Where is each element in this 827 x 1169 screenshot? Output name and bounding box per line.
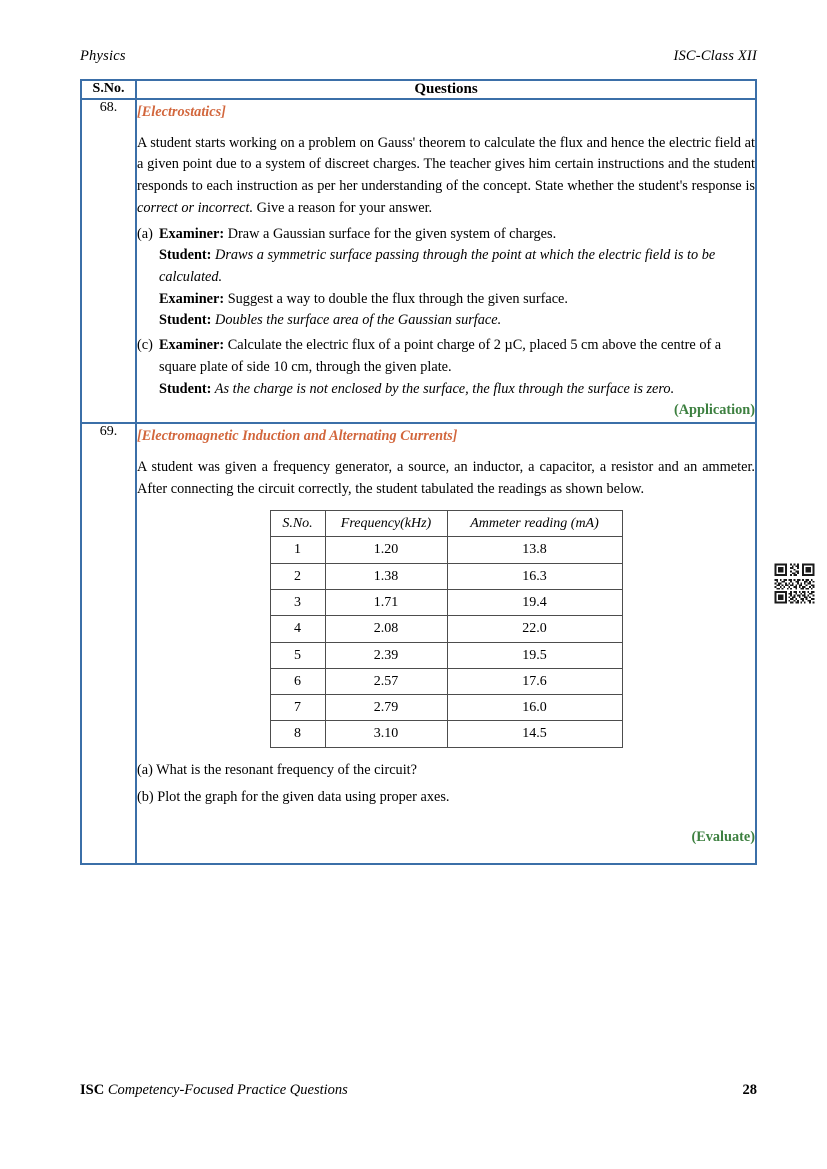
question-number: 69.	[81, 423, 136, 864]
question-number: 68.	[81, 99, 136, 423]
cell-sno: 1	[270, 537, 325, 563]
student-text: Draws a symmetric surface passing through the point at which the electric field is to be calculated.	[159, 247, 716, 286]
cell-sno: 8	[270, 721, 325, 747]
cell-ammeter: 17.6	[447, 668, 622, 694]
page-number: 28	[742, 1082, 757, 1098]
column-header-sno: S.No.	[81, 80, 136, 99]
skill-badge-68: (Application)	[673, 402, 755, 419]
dialog-examiner-2	[159, 289, 755, 311]
sub-question-a-body	[159, 224, 755, 333]
topic-label: [Electrostatics]	[137, 104, 226, 120]
examiner-label-3: Examiner:	[159, 337, 225, 354]
intro-text-part2: Give a reason for your answer.	[253, 199, 433, 216]
question-content-68	[136, 99, 756, 423]
cell-frequency: 1.38	[325, 563, 447, 589]
cell-frequency: 3.10	[325, 721, 447, 747]
cell-ammeter: 19.5	[447, 642, 622, 668]
cell-ammeter: 16.3	[447, 563, 622, 589]
cell-frequency: 1.71	[325, 590, 447, 616]
table-row	[270, 668, 622, 694]
header-class: ISC-Class XII	[673, 48, 757, 64]
table-header-row	[81, 80, 756, 99]
column-header-questions: Questions	[136, 80, 756, 99]
examiner-text-3: Calculate the electric flux of a point charge of 2 µC, placed 5 cm above the centre of a square plate of side 10 cm, through the given plate.	[159, 337, 722, 375]
skill-badge-69: (Evaluate)	[691, 829, 755, 846]
student-label: Student:	[159, 247, 212, 264]
qr-code-icon[interactable]	[773, 562, 816, 605]
student-text-3: As the charge is not enclosed by the surface, the flux through the surface is zero.	[211, 380, 675, 397]
table-row	[81, 423, 756, 864]
footer-title-group	[80, 1082, 348, 1099]
readings-header-frequency: Frequency(kHz)	[325, 511, 447, 537]
cell-frequency: 1.20	[325, 537, 447, 563]
table-row	[270, 537, 622, 563]
examiner-label: Examiner:	[159, 225, 225, 242]
cell-ammeter: 13.8	[447, 537, 622, 563]
page-running-header	[80, 48, 757, 65]
question-intro-paragraph-69: A student was given a frequency generator, a source, an inductor, a capacitor, a resistor and an ammeter. After connecting the circuit correctly, the student tabulated the readings as shown below.	[137, 458, 755, 497]
footer-isc-label: ISC	[80, 1082, 105, 1098]
cell-sno: 5	[270, 642, 325, 668]
cell-frequency: 2.79	[325, 695, 447, 721]
page-footer	[80, 1082, 757, 1099]
examiner-text: Draw a Gaussian surface for the given system of charges.	[224, 225, 557, 242]
cell-sno: 2	[270, 563, 325, 589]
student-label-2: Student:	[159, 312, 212, 329]
table-row	[270, 616, 622, 642]
intro-emphasis: correct or incorrect.	[137, 199, 254, 216]
cell-frequency: 2.39	[325, 642, 447, 668]
topic-label: [Electromagnetic Induction and Alternating Currents]	[137, 428, 458, 445]
examiner-label-2: Examiner:	[159, 290, 225, 307]
table-row	[270, 590, 622, 616]
sub-question-a	[137, 224, 755, 333]
sub-question-69-a: (a) What is the resonant frequency of the circuit?	[137, 761, 417, 778]
readings-table	[270, 510, 623, 747]
cell-frequency: 2.08	[325, 616, 447, 642]
cell-frequency: 2.57	[325, 668, 447, 694]
student-label-3: Student:	[159, 380, 212, 397]
table-row	[270, 642, 622, 668]
cell-sno: 3	[270, 590, 325, 616]
examiner-text-2: Suggest a way to double the flux through the given surface.	[224, 290, 568, 307]
dialog-student-1	[159, 245, 755, 288]
header-subject: Physics	[80, 48, 126, 64]
cell-ammeter: 14.5	[447, 721, 622, 747]
table-row	[270, 563, 622, 589]
dialog-student-3	[159, 379, 755, 422]
dialog-examiner-3	[159, 335, 755, 378]
cell-ammeter: 19.4	[447, 590, 622, 616]
dialog-student-2	[159, 310, 755, 332]
table-row	[270, 721, 622, 747]
table-row	[81, 99, 756, 423]
sub-question-c	[137, 335, 755, 422]
readings-header-ammeter: Ammeter reading (mA)	[447, 511, 622, 537]
cell-ammeter: 22.0	[447, 616, 622, 642]
questions-table	[80, 79, 757, 865]
table-row	[270, 695, 622, 721]
sub-question-c-marker: (c)	[137, 337, 153, 354]
question-content-69	[136, 423, 756, 864]
cell-ammeter: 16.0	[447, 695, 622, 721]
cell-sno: 7	[270, 695, 325, 721]
cell-sno: 4	[270, 616, 325, 642]
cell-sno: 6	[270, 668, 325, 694]
sub-question-a-marker: (a)	[137, 225, 153, 242]
student-text-2: Doubles the surface area of the Gaussian surface.	[211, 312, 502, 329]
sub-question-c-body	[159, 335, 755, 422]
footer-title: Competency-Focused Practice Questions	[104, 1082, 348, 1098]
dialog-examiner-1	[159, 224, 755, 246]
question-intro-paragraph	[137, 133, 755, 220]
readings-table-wrapper	[137, 510, 755, 747]
sub-question-69-b: (b) Plot the graph for the given data using proper axes.	[137, 789, 450, 806]
readings-header-row	[270, 511, 622, 537]
readings-header-sno: S.No.	[270, 511, 325, 537]
intro-text-part1: A student starts working on a problem on Gauss' theorem to calculate the flux and hence the electric field at a given point due to a system of discreet charges. The teacher gives him certain instructions and the student responds to each instruction as per her understanding of the concept. State whether the student's response is	[137, 134, 755, 195]
